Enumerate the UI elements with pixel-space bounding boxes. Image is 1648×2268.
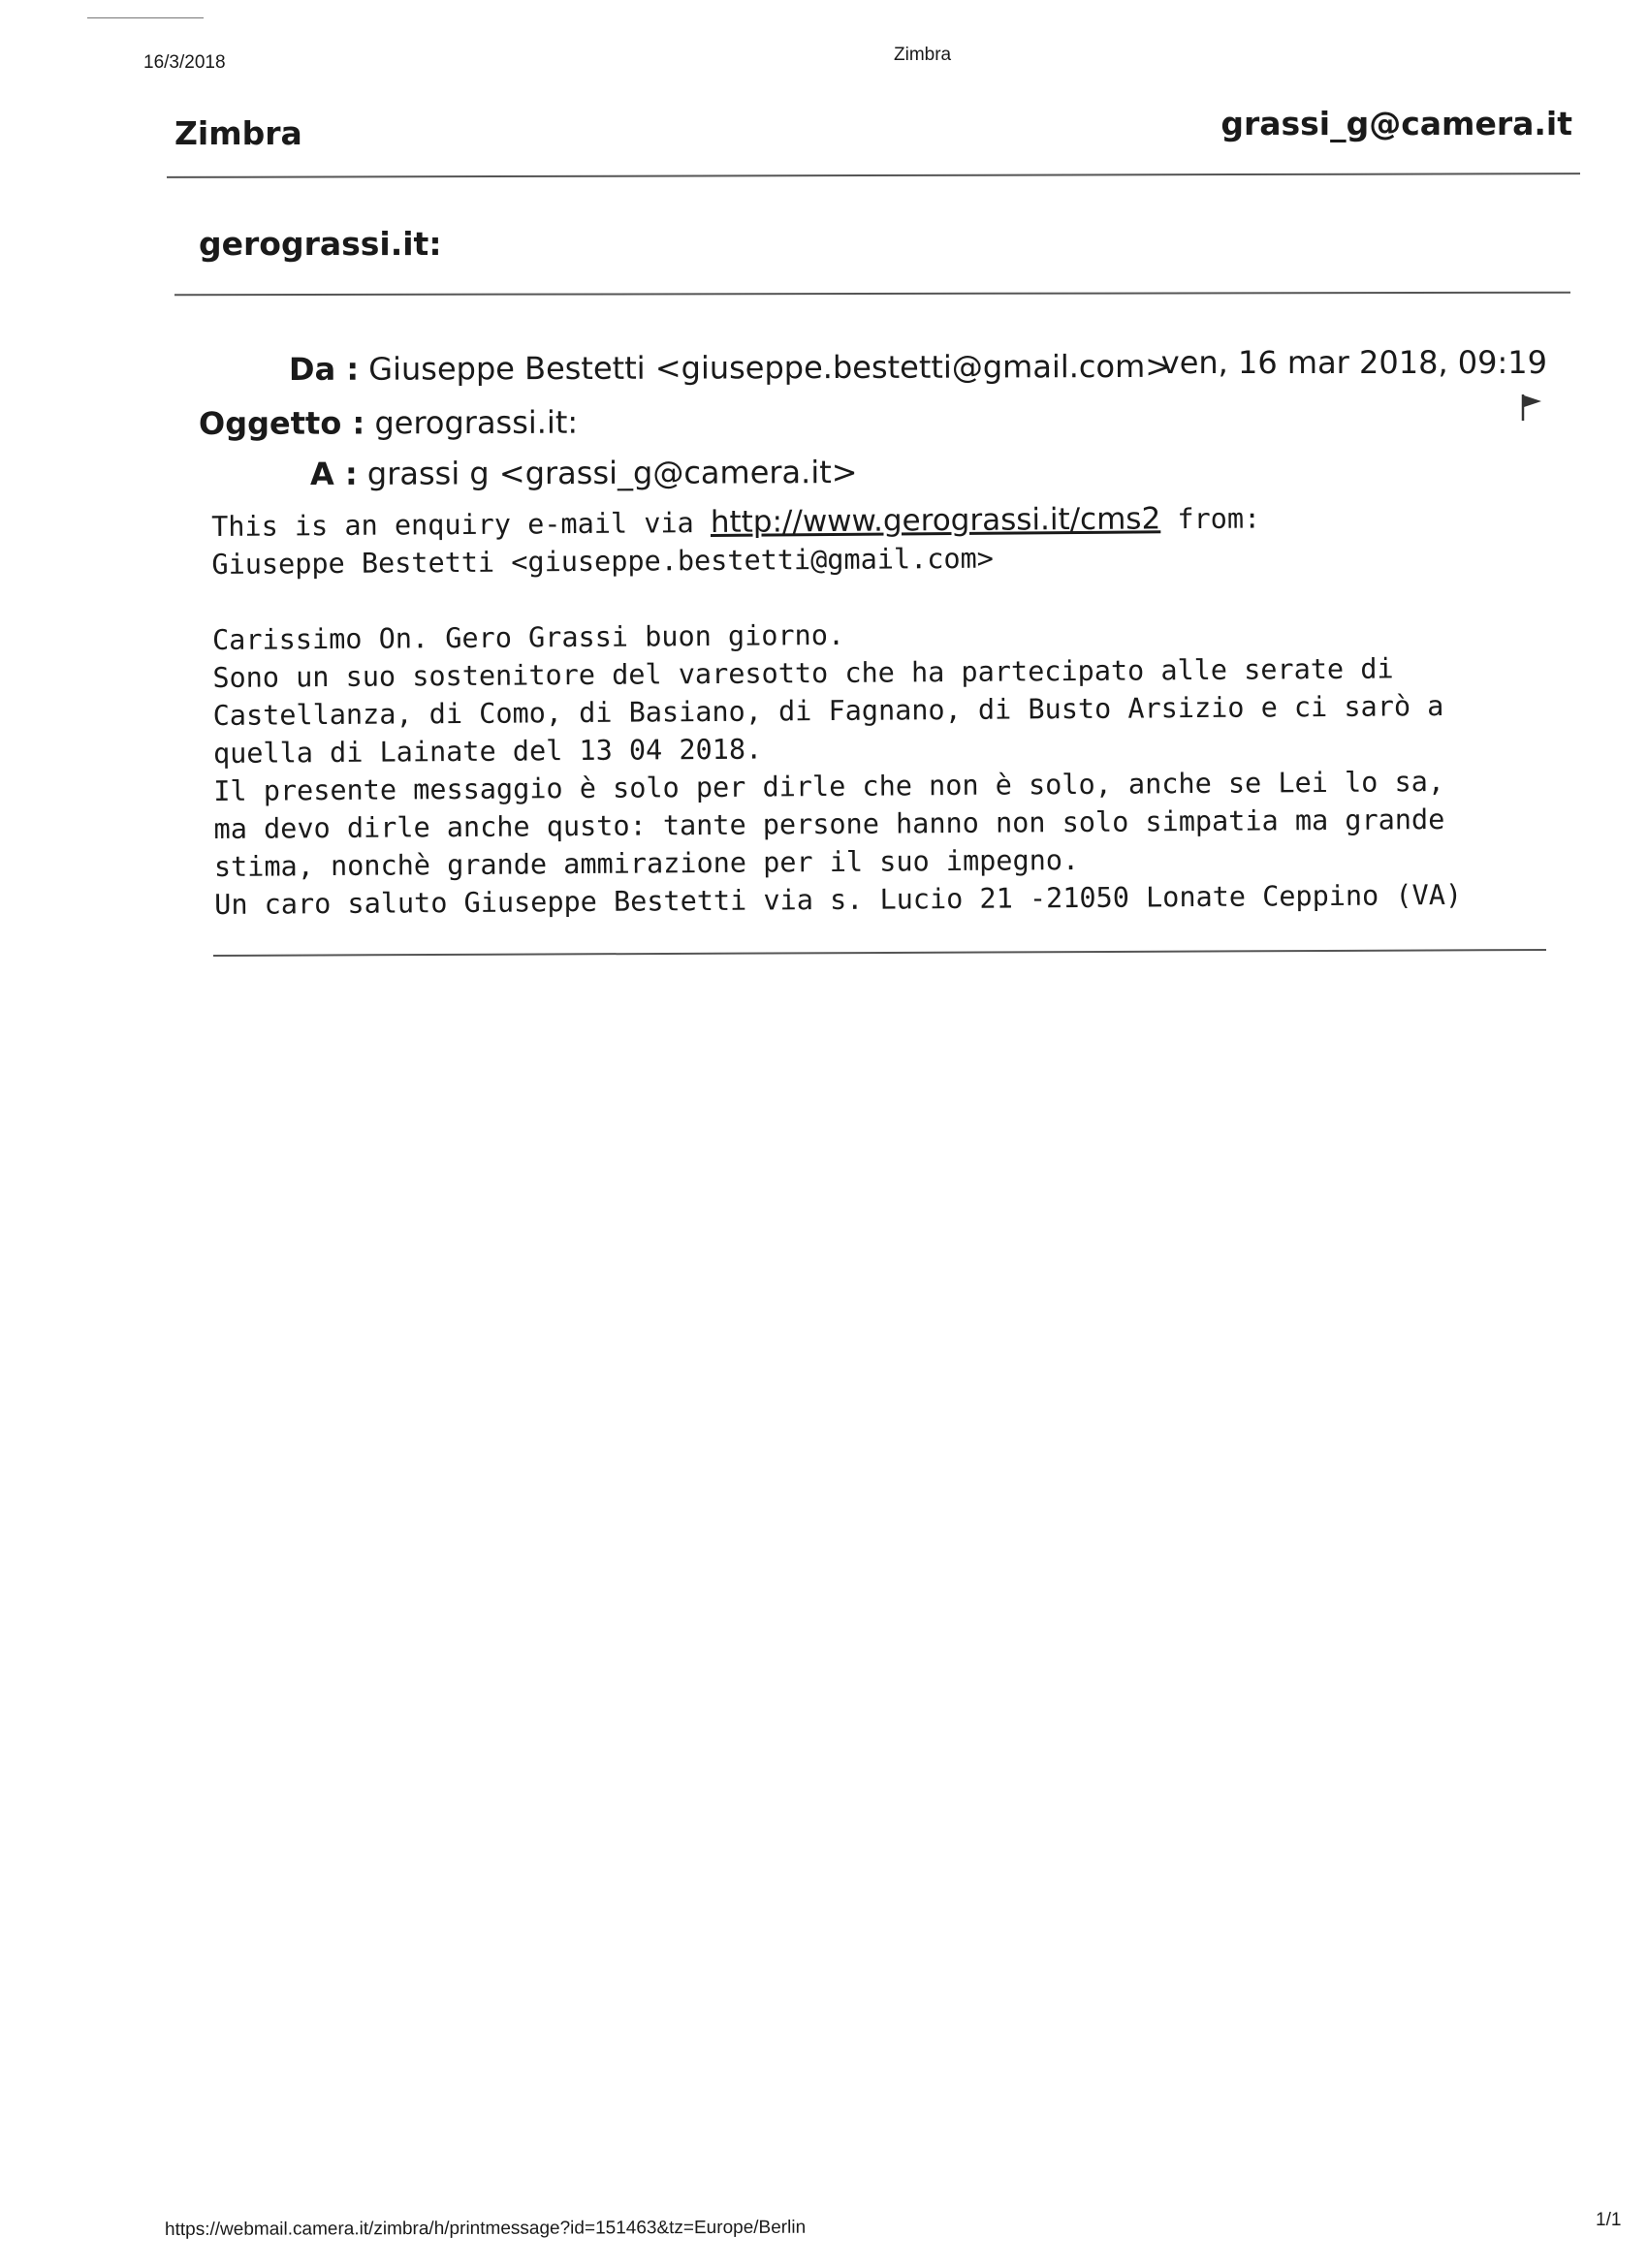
from-value: Giuseppe Bestetti <giuseppe.bestetti@gmail.com> xyxy=(368,347,1172,388)
subject-value: gerograssi.it: xyxy=(374,403,579,442)
body-line: Sono un suo sostenitore del varesotto che ha partecipato alle serate di xyxy=(212,652,1394,694)
body-divider xyxy=(213,949,1546,957)
header-divider xyxy=(167,173,1580,178)
print-title: Zimbra xyxy=(894,45,952,65)
body-line: stima, nonchè grande ammirazione per il suo impegno. xyxy=(213,843,1080,883)
message-date: ven, 16 mar 2018, 09:19 xyxy=(1160,344,1547,381)
body-line: Carissimo On. Gero Grassi buon giorno. xyxy=(211,618,845,656)
body-line: Un caro saluto Giuseppe Bestetti via s. Lucio 21 -21050 Lonate Ceppino (VA) xyxy=(214,878,1463,921)
app-brand: Zimbra xyxy=(174,114,302,152)
body-line: Castellanza, di Como, di Basiano, di Fagnano, di Busto Arsizio e ci sarò a xyxy=(212,690,1444,732)
body-line: quella di Lainate del 13 04 2018. xyxy=(212,733,763,770)
subject-row xyxy=(199,404,578,442)
to-label: A : xyxy=(309,455,358,492)
body-line: ma devo dirle anche qusto: tante persone hanno non solo simpatia ma grande xyxy=(213,803,1445,845)
body-line: Il presente messaggio è solo per dirle che non è solo, anche se Lei lo sa, xyxy=(213,766,1445,807)
flag-icon[interactable] xyxy=(1520,393,1545,422)
account-address: grassi_g@camera.it xyxy=(1220,105,1572,142)
scan-edge-line xyxy=(87,17,204,18)
from-row xyxy=(289,348,1171,388)
message-subject-title: gerograssi.it: xyxy=(199,225,442,263)
to-row xyxy=(310,454,858,492)
subject-divider xyxy=(174,292,1570,297)
from-label: Da : xyxy=(288,350,360,388)
message-body xyxy=(211,497,1571,924)
print-url: https://webmail.camera.it/zimbra/h/printmessage?id=151463&tz=Europe/Berlin xyxy=(164,2217,807,2240)
print-date: 16/3/2018 xyxy=(143,52,226,73)
enquiry-link[interactable]: http://www.gerograssi.it/cms2 xyxy=(710,501,1161,540)
page-number: 1/1 xyxy=(1596,2210,1622,2230)
subject-label: Oggetto : xyxy=(198,404,365,442)
body-intro-sender: Giuseppe Bestetti <giuseppe.bestetti@gmail.com> xyxy=(211,542,995,581)
body-intro-line: This is an enquiry e-mail via http://www.gerograssi.it/cms2 from: xyxy=(211,501,1261,543)
to-value: grassi g <grassi_g@camera.it> xyxy=(366,454,858,492)
